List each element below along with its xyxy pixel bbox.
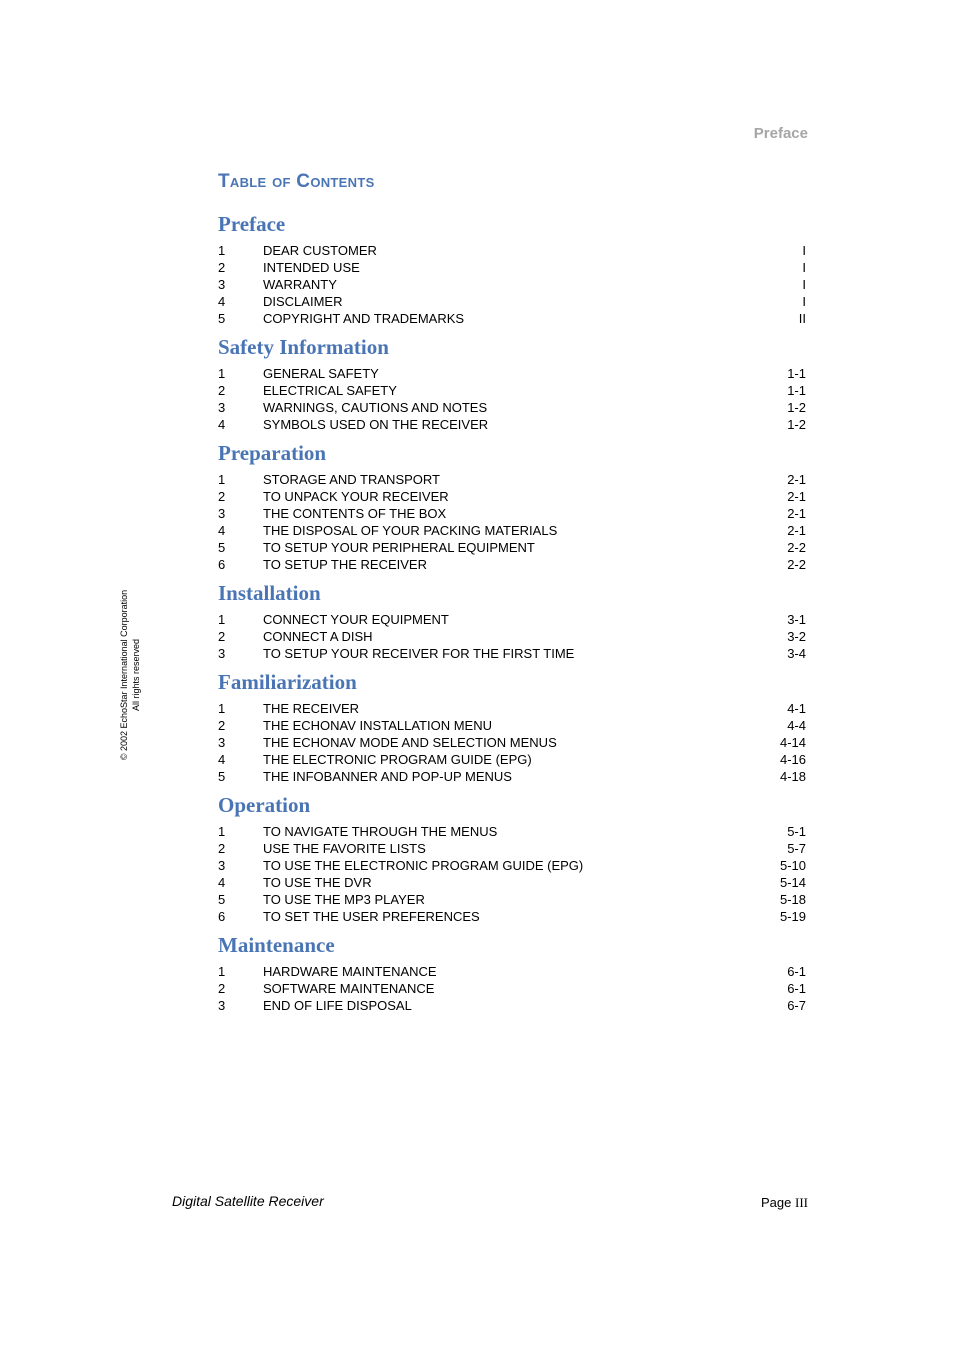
entry-page: 1-2 <box>787 417 806 432</box>
toc-entry <box>218 857 808 874</box>
toc-entry <box>218 963 808 980</box>
entry-page: 3-1 <box>787 612 806 627</box>
entry-page: 4-14 <box>779 735 806 750</box>
entry-number: 1 <box>218 612 226 627</box>
toc-entry <box>218 645 808 662</box>
toc-section <box>218 438 808 573</box>
toc-section <box>218 209 808 327</box>
entry-page: 5-18 <box>779 892 806 907</box>
entry-number: 3 <box>218 998 226 1013</box>
toc-entry <box>218 611 808 628</box>
entry-title: INTENDED USE <box>263 260 360 275</box>
entry-page: 4-4 <box>787 718 806 733</box>
entry-title: END OF LIFE DISPOSAL <box>263 998 412 1013</box>
entry-title: STORAGE AND TRANSPORT <box>263 472 440 487</box>
entry-title: TO USE THE DVR <box>263 875 372 890</box>
entry-number: 2 <box>218 718 226 733</box>
entry-page: 4-18 <box>779 769 806 784</box>
entry-number: 4 <box>218 752 226 767</box>
entry-title: THE RECEIVER <box>263 701 360 716</box>
section-title: Preparation <box>218 441 327 465</box>
entry-page: I <box>802 260 806 275</box>
toc-entry <box>218 980 808 997</box>
entry-title: SOFTWARE MAINTENANCE <box>263 981 435 996</box>
entry-title: TO SETUP THE RECEIVER <box>263 557 427 572</box>
footer-page-prefix: Page <box>761 1195 792 1210</box>
entry-title: GENERAL SAFETY <box>263 366 379 381</box>
toc-entry <box>218 556 808 573</box>
toc-entry <box>218 365 808 382</box>
toc-section <box>218 578 808 662</box>
entry-page: 2-1 <box>787 523 806 538</box>
footer-page-number: III <box>795 1195 808 1210</box>
entry-number: 2 <box>218 383 226 398</box>
entry-number: 1 <box>218 701 226 716</box>
toc-entry <box>218 874 808 891</box>
entry-title: TO UNPACK YOUR RECEIVER <box>263 489 449 504</box>
entry-title: TO USE THE MP3 PLAYER <box>263 892 425 907</box>
entry-page: 5-19 <box>779 909 806 924</box>
entry-title: DISCLAIMER <box>263 294 343 309</box>
section-title: Familiarization <box>218 670 357 694</box>
toc-entry <box>218 768 808 785</box>
toc-entry <box>218 242 808 259</box>
toc-entry <box>218 293 808 310</box>
entry-number: 2 <box>218 841 226 856</box>
entry-number: 5 <box>218 769 226 784</box>
entry-title: TO USE THE ELECTRONIC PROGRAM GUIDE (EPG) <box>263 858 584 873</box>
toc-entry <box>218 717 808 734</box>
entry-number: 3 <box>218 735 226 750</box>
entry-number: 4 <box>218 294 226 309</box>
entry-title: HARDWARE MAINTENANCE <box>263 964 437 979</box>
entry-page: I <box>802 243 806 258</box>
entry-page: 1-2 <box>787 400 806 415</box>
entry-page: 2-1 <box>787 489 806 504</box>
toc-entry <box>218 823 808 840</box>
entry-page: 2-1 <box>787 472 806 487</box>
toc-entry <box>218 259 808 276</box>
toc-section <box>218 930 808 1014</box>
entry-number: 1 <box>218 472 226 487</box>
entry-title: WARNINGS, CAUTIONS AND NOTES <box>263 400 488 415</box>
entry-page: 6-1 <box>787 964 806 979</box>
section-title: Operation <box>218 793 311 817</box>
entry-title: THE CONTENTS OF THE BOX <box>263 506 447 521</box>
entry-page: II <box>798 311 806 326</box>
entry-number: 4 <box>218 417 226 432</box>
toc-entry <box>218 276 808 293</box>
entry-number: 1 <box>218 366 226 381</box>
entry-title: TO SETUP YOUR PERIPHERAL EQUIPMENT <box>263 540 535 555</box>
copyright-note <box>118 580 142 770</box>
entry-page: 6-7 <box>787 998 806 1013</box>
footer-page <box>761 1195 808 1211</box>
entry-number: 6 <box>218 909 226 924</box>
section-title: Maintenance <box>218 933 335 957</box>
entry-title: THE ECHONAV MODE AND SELECTION MENUS <box>263 735 557 750</box>
entry-title: TO NAVIGATE THROUGH THE MENUS <box>263 824 498 839</box>
entry-number: 6 <box>218 557 226 572</box>
entry-page: 4-1 <box>787 701 806 716</box>
toc-sections <box>218 209 808 1019</box>
entry-title: ELECTRICAL SAFETY <box>263 383 397 398</box>
entry-page: 3-4 <box>787 646 806 661</box>
entry-number: 5 <box>218 540 226 555</box>
toc-entry <box>218 751 808 768</box>
entry-title: COPYRIGHT AND TRADEMARKS <box>263 311 465 326</box>
toc-entry <box>218 840 808 857</box>
entry-title: THE ELECTRONIC PROGRAM GUIDE (EPG) <box>263 752 532 767</box>
entry-number: 2 <box>218 981 226 996</box>
toc-entry <box>218 471 808 488</box>
toc-entry <box>218 416 808 433</box>
entry-number: 3 <box>218 858 226 873</box>
entry-page: 3-2 <box>787 629 806 644</box>
toc-entry <box>218 522 808 539</box>
entry-title: CONNECT YOUR EQUIPMENT <box>263 612 449 627</box>
entry-number: 5 <box>218 311 226 326</box>
section-title: Installation <box>218 581 321 605</box>
running-header: Preface <box>753 125 808 142</box>
toc-entry <box>218 399 808 416</box>
toc-title: Table of Contents <box>218 171 375 192</box>
entry-number: 1 <box>218 824 226 839</box>
entry-number: 3 <box>218 646 226 661</box>
footer-product: Digital Satellite Receiver <box>172 1193 324 1209</box>
toc-entry <box>218 628 808 645</box>
toc-entry <box>218 891 808 908</box>
toc-entry <box>218 310 808 327</box>
entry-number: 2 <box>218 260 226 275</box>
rights-line: All rights reserved <box>131 638 141 712</box>
entry-page: 1-1 <box>787 366 806 381</box>
entry-page: 2-2 <box>787 557 806 572</box>
section-title: Preface <box>218 212 286 236</box>
entry-number: 1 <box>218 964 226 979</box>
section-title: Safety Information <box>218 335 389 359</box>
entry-page: 5-7 <box>787 841 806 856</box>
toc-section <box>218 790 808 925</box>
entry-page: 4-16 <box>779 752 806 767</box>
toc-section <box>218 332 808 433</box>
toc-entry <box>218 997 808 1014</box>
entry-page: 5-10 <box>779 858 806 873</box>
entry-title: CONNECT A DISH <box>263 629 373 644</box>
toc-section <box>218 667 808 785</box>
toc-entry <box>218 505 808 522</box>
entry-title: USE THE FAVORITE LISTS <box>263 841 426 856</box>
copyright-line: © 2002 EchoStar International Corporation <box>119 589 129 761</box>
entry-page: 2-1 <box>787 506 806 521</box>
toc-entry <box>218 908 808 925</box>
entry-number: 4 <box>218 875 226 890</box>
entry-title: SYMBOLS USED ON THE RECEIVER <box>263 417 489 432</box>
entry-number: 5 <box>218 892 226 907</box>
toc-entry <box>218 700 808 717</box>
toc-entry <box>218 382 808 399</box>
entry-title: THE DISPOSAL OF YOUR PACKING MATERIALS <box>263 523 558 538</box>
entry-page: 5-1 <box>787 824 806 839</box>
entry-number: 1 <box>218 243 226 258</box>
toc-entry <box>218 539 808 556</box>
entry-number: 3 <box>218 506 226 521</box>
toc-entry <box>218 488 808 505</box>
entry-title: WARRANTY <box>263 277 337 292</box>
entry-number: 2 <box>218 489 226 504</box>
entry-title: THE INFOBANNER AND POP-UP MENUS <box>263 769 512 784</box>
entry-number: 4 <box>218 523 226 538</box>
entry-page: 2-2 <box>787 540 806 555</box>
entry-title: DEAR CUSTOMER <box>263 243 377 258</box>
entry-page: 5-14 <box>779 875 806 890</box>
entry-title: TO SETUP YOUR RECEIVER FOR THE FIRST TIME <box>263 646 575 661</box>
entry-page: I <box>802 294 806 309</box>
entry-page: 6-1 <box>787 981 806 996</box>
entry-page: I <box>802 277 806 292</box>
toc-entry <box>218 734 808 751</box>
entry-number: 3 <box>218 400 226 415</box>
entry-number: 2 <box>218 629 226 644</box>
entry-page: 1-1 <box>787 383 806 398</box>
entry-title: TO SET THE USER PREFERENCES <box>263 909 480 924</box>
entry-title: THE ECHONAV INSTALLATION MENU <box>263 718 492 733</box>
entry-number: 3 <box>218 277 226 292</box>
